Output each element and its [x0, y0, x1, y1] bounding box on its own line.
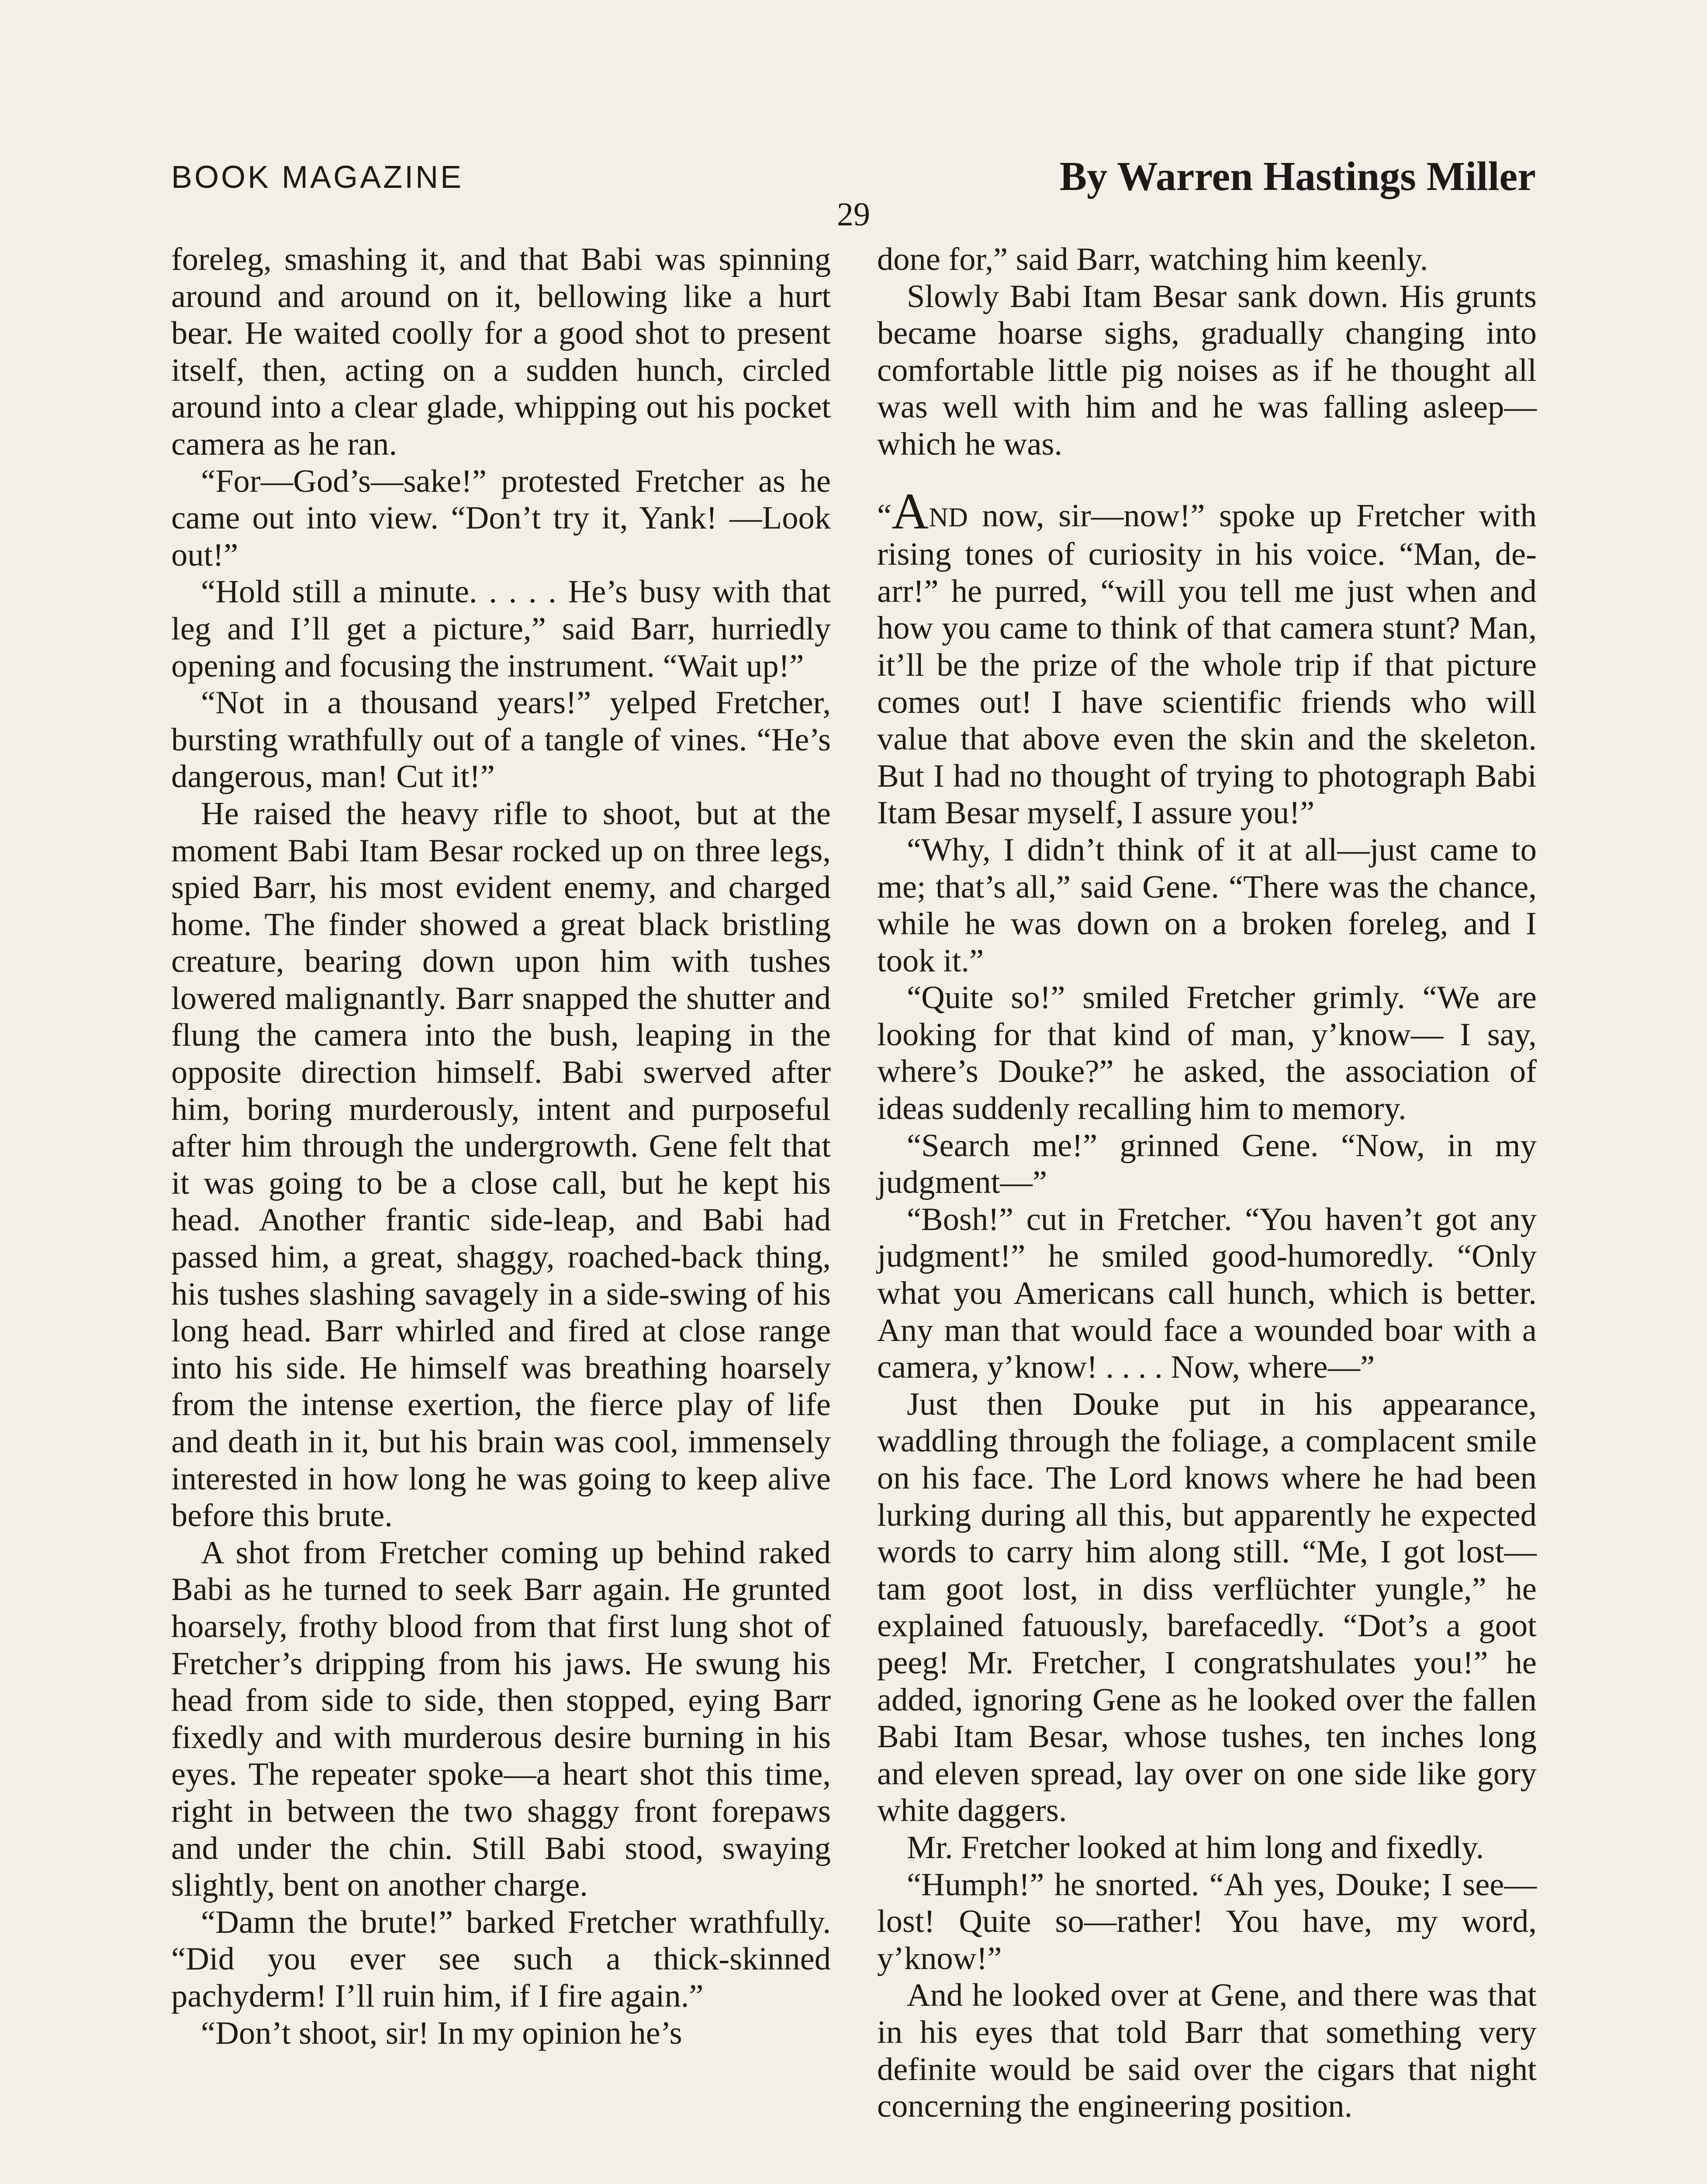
paragraph: He raised the heavy rifle to shoot, but at the moment Babi Itam Besar rocked up on three legs, spied Barr, his most evident enemy, and charged home. The finder showed a great black bristling creature, bearing down upon him with tushes lowered malignantly. Barr snapped the shutter and flung the camera into the bush, leaping in the opposite direction himself. Babi swerved after him, boring murderously, intent and purposeful after him through the undergrowth. Gene felt that it was going to be a close call, but he kept his head. Another frantic side-leap, and Babi had passed him, a great, shaggy, roached-back thing, his tushes slashing savagely in a side-swing of his long head. Barr whirled and fired at close range into his side. He himself was breathing hoarsely from the intense exertion, the fierce play of life and death in it, but his brain was cool, immensely interested in how long he was going to keep alive before this brute. — [171, 795, 831, 1534]
left-column — [171, 241, 831, 2052]
drop-cap-rest: now, sir—now!” spoke up Fretcher with rising tones of curiosity in his voice. “Man, de-arr!” he purred, “will you tell me just when and how you came to think of that camera stunt? Man, it’ll be the prize of the whole trip if that picture comes out! I have scientific friends who will value that above even the skin and the skeleton. But I had no thought of trying to photograph Babi Itam Besar myself, I assure you!” — [877, 498, 1537, 831]
paragraph: “Damn the brute!” barked Fretcher wrathfully. “Did you ever see such a thick-skinned pachyderm! I’ll ruin him, if I fire again.” — [171, 1904, 831, 2014]
drop-cap-letter: A — [892, 482, 929, 540]
section-break — [877, 463, 1537, 497]
paragraph: Mr. Fretcher looked at him long and fixedly. — [907, 1829, 1484, 1866]
page-number: 29 — [837, 196, 870, 233]
paragraph: “Search me!” grinned Gene. “Now, in my judgment—” — [877, 1127, 1537, 1201]
paragraph: done for,” said Barr, watching him keenly. — [877, 242, 1428, 277]
magazine-title: BOOK MAGAZINE — [171, 160, 464, 195]
drop-cap-paragraph — [877, 482, 1537, 832]
author-byline: By Warren Hastings Miller — [1059, 154, 1536, 199]
paragraph: “Hold still a minute. . . . . He’s busy with that leg and I’ll get a picture,” said Barr, hurriedly opening and focusing the instrument. “Wait up!” — [171, 574, 831, 684]
paragraph: “Why, I didn’t think of it at all—just came to me; that’s all,” said Gene. “There was the chance, while he was down on a broken foreleg, and I took it.” — [877, 832, 1537, 979]
paragraph: “Not in a thousand years!” yelped Fretcher, bursting wrathfully out of a tangle of vines. “He’s dangerous, man! Cut it!” — [171, 685, 831, 795]
paragraph: Just then Douke put in his appearance, waddling through the foliage, a complacent smile on his face. The Lord knows where he had been lurking during all this, but apparently he expected words to carry him along still. “Me, I got lost—tam goot lost, in diss verflüchter yungle,” he explained fatuously, barefacedly. “Dot’s a goot peeg! Mr. Fretcher, I congratshulates you!” he added, ignoring Gene as he looked over the fallen Babi Itam Besar, whose tushes, ten inches long and eleven spread, lay over on one side like gory white daggers. — [877, 1386, 1537, 1829]
paragraph: foreleg, smashing it, and that Babi was spinning around and around on it, bellowing like a hurt bear. He waited coolly for a good shot to present itself, then, acting on a sudden hunch, circled around into a clear glade, whipping out his pocket camera as he ran. — [171, 242, 831, 462]
paragraph: Slowly Babi Itam Besar sank down. His grunts became hoarse sighs, gradually changing into comfortable little pig noises as if he thought all was well with him and he was falling asleep—which he was. — [877, 278, 1537, 462]
paragraph: “Humph!” he snorted. “Ah yes, Douke; I see—lost! Quite so—rather! You have, my word, y’know!” — [877, 1866, 1537, 1977]
paragraph: A shot from Fretcher coming up behind raked Babi as he turned to seek Barr again. He grunted hoarsely, frothy blood from that first lung shot of Fretcher’s dripping from his jaws. He swung his head from side to side, then stopped, eying Barr fixedly and with murderous desire burning in his eyes. The repeater spoke—a heart shot this time, right in between the two shaggy front forepaws and under the chin. Still Babi stood, swaying slightly, bent on another charge. — [171, 1534, 831, 1904]
right-column — [877, 241, 1537, 2125]
paragraph: “For—God’s—sake!” protested Fretcher as he came out into view. “Don’t try it, Yank! —Look out!” — [171, 463, 831, 573]
paragraph: “Quite so!” smiled Fretcher grimly. “We are looking for that kind of man, y’know— I say, where’s Douke?” he asked, the association of ideas suddenly recalling him to memory. — [877, 980, 1537, 1127]
drop-cap-open-quote: “ — [877, 498, 892, 534]
drop-cap-small-caps: ND — [929, 502, 968, 532]
paragraph: “Don’t shoot, sir! In my opinion he’s — [201, 2015, 682, 2051]
paragraph: And he looked over at Gene, and there was that in his eyes that told Barr that something very definite would be said over the cigars that night concerning the engineering position. — [877, 1977, 1537, 2125]
paragraph: “Bosh!” cut in Fretcher. “You haven’t got any judgment!” he smiled good-humoredly. “Only what you Americans call hunch, which is better. Any man that would face a wounded boar with a camera, y’know! . . . . Now, where—” — [877, 1201, 1537, 1386]
